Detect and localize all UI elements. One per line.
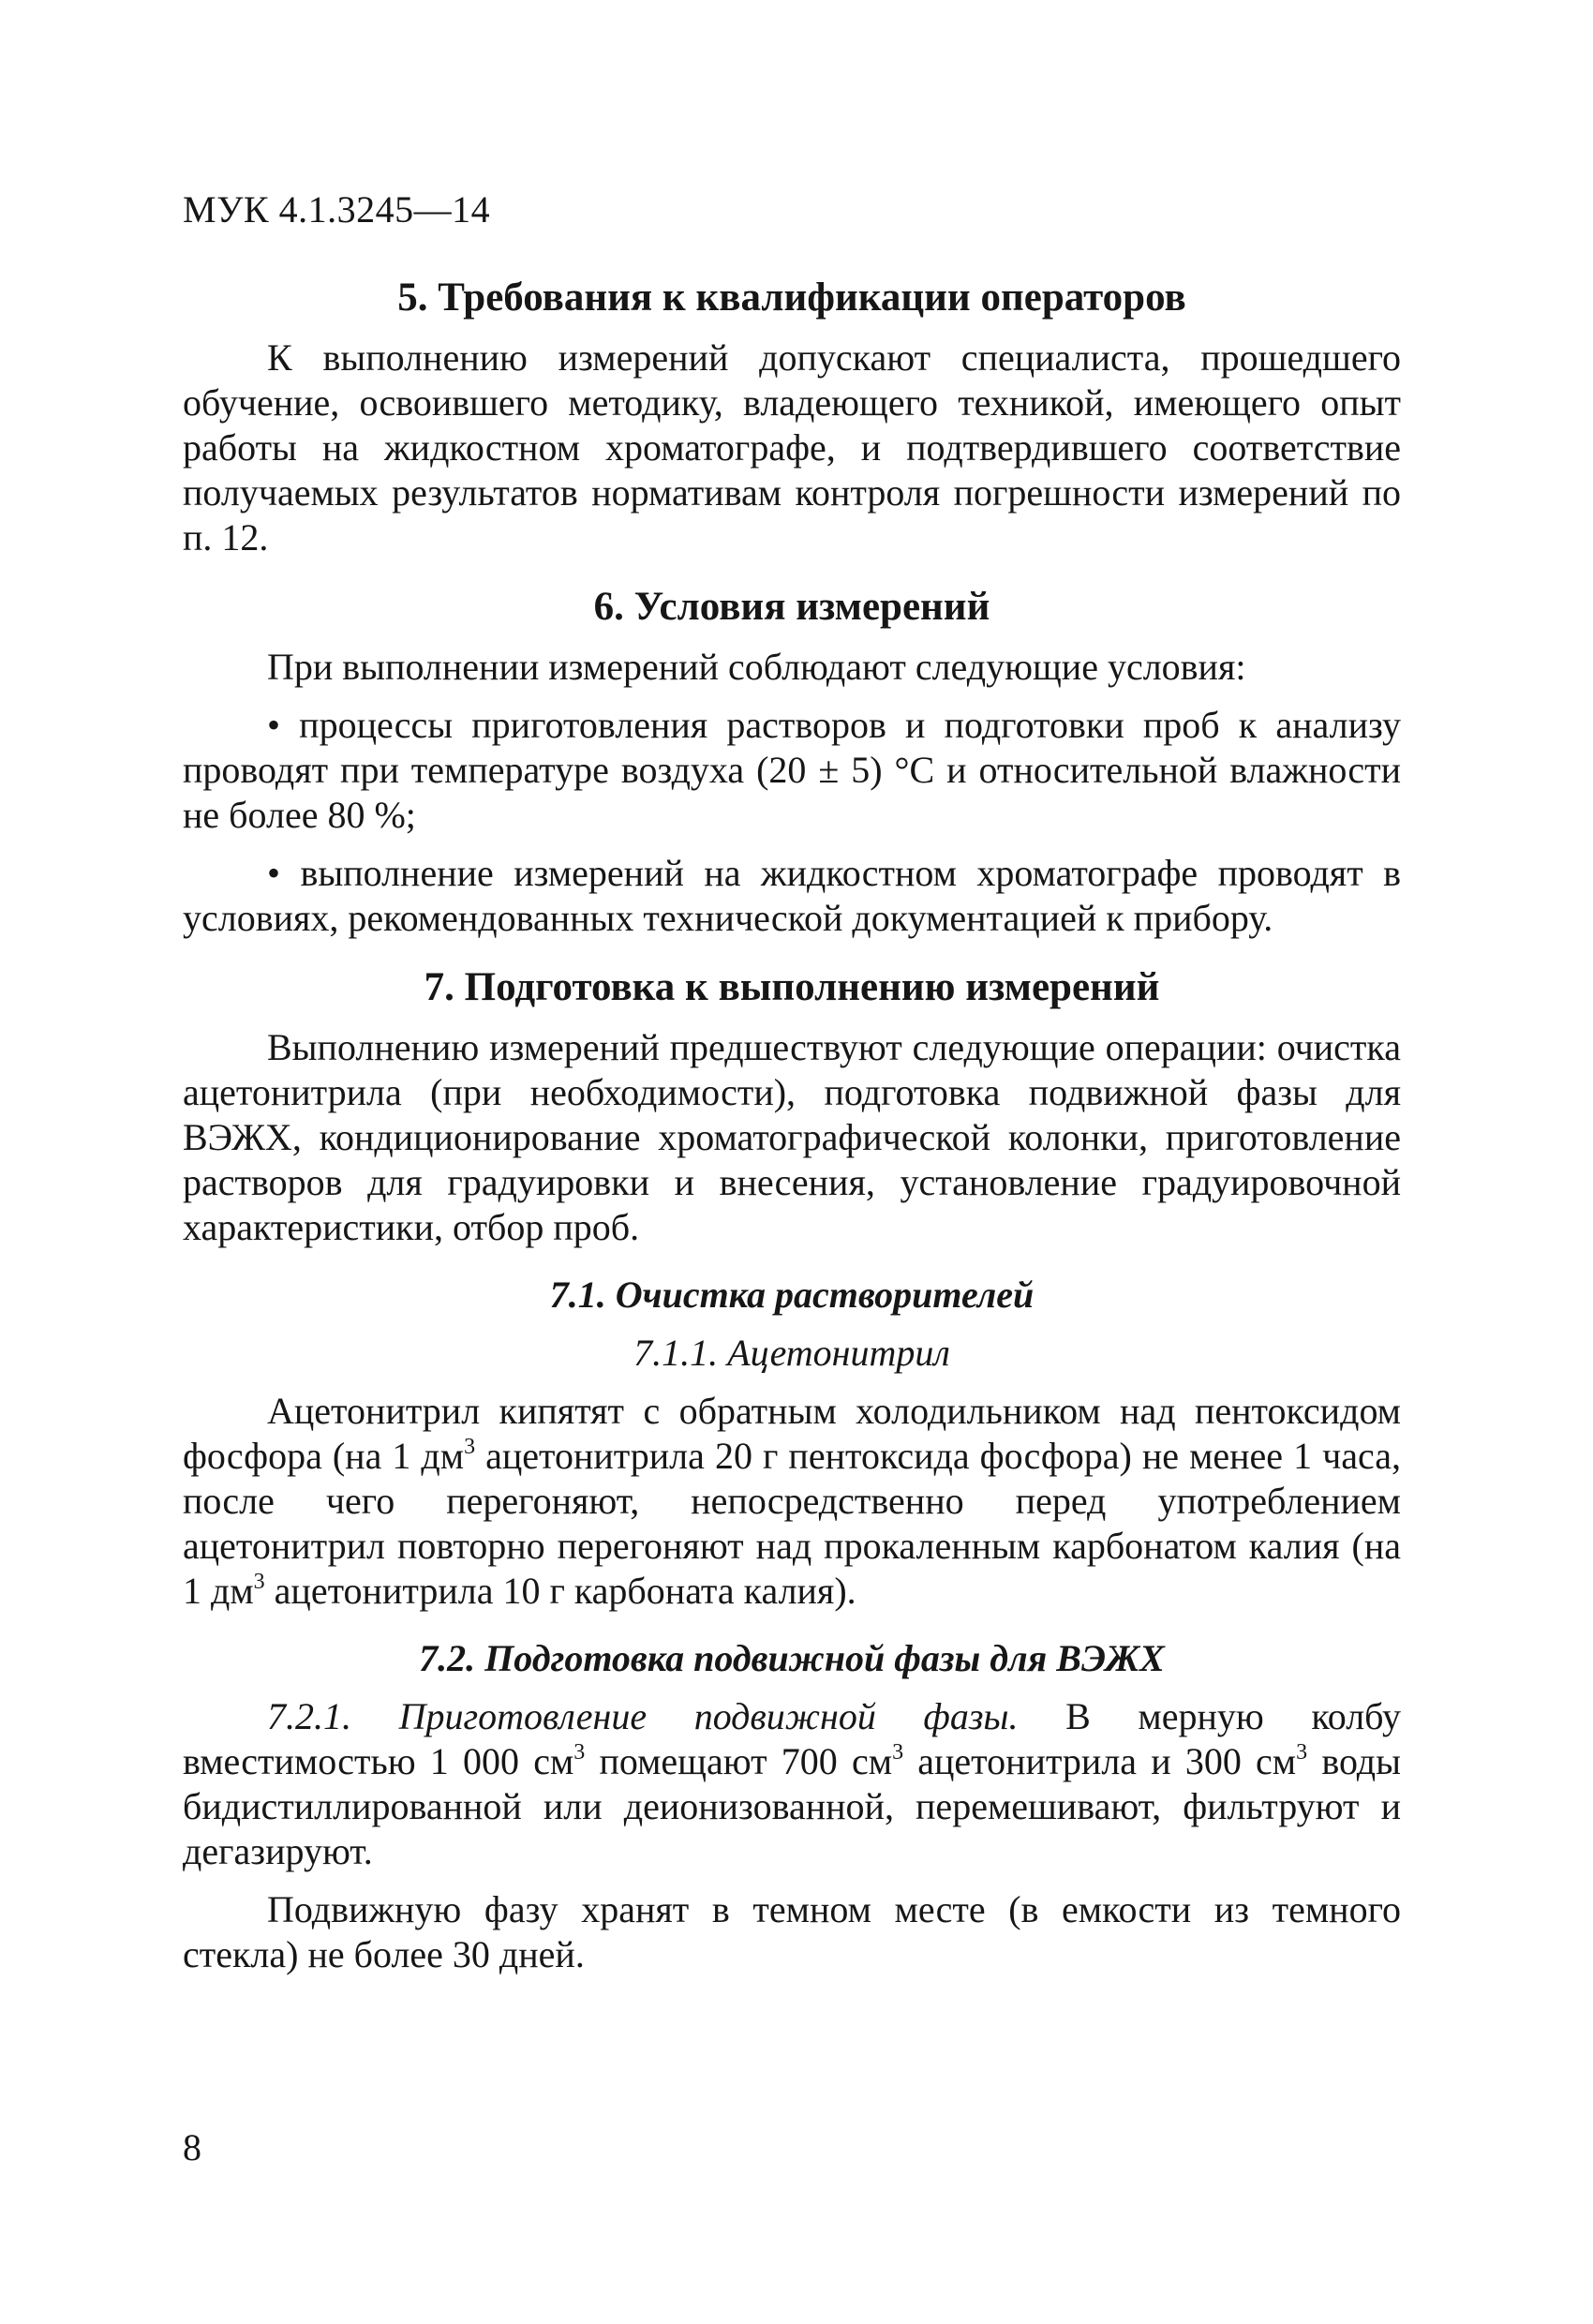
bullet-text: выполнение измерений на жидкостном хроматографе проводят в условиях, рекомендованных технической документацией к прибору.: [183, 852, 1401, 939]
section-7-text: Выполнению измерений предшествуют следующие операции: очистка ацетонитрила (при необходимости), подготовка подвижной фазы для ВЭЖХ, кондиционирование хроматографической колонки, приготовление растворов для градуировки и внесения, установление градуировочной характеристики, отбор проб.: [183, 1026, 1401, 1248]
bullet-item: [183, 703, 1401, 838]
superscript: 3: [253, 1569, 265, 1594]
subsection-7-2-storage-text: Подвижную фазу хранят в темном месте (в емкости из темного стекла) не более 30 дней.: [183, 1888, 1401, 1975]
section-5-text: К выполнению измерений допускают специалиста, прошедшего обучение, освоившего методику, владеющего техникой, имеющего опыт работы на жидкостном хроматографе, и подтвердившего соответствие получаемых результатов нормативам контроля погрешности измерений по п. 12.: [183, 336, 1401, 559]
subsection-7-2-1-lead: 7.2.1. Приготовление подвижной фазы.: [267, 1695, 1019, 1737]
bullet-mark: •: [267, 852, 281, 894]
superscript: 3: [464, 1434, 476, 1459]
page-body: [183, 274, 1401, 1977]
bullet-mark: •: [267, 704, 281, 746]
section-5-title: 5. Требования к квалификации операторов: [397, 276, 1186, 320]
superscript: 3: [892, 1739, 904, 1765]
subsection-7-1-1-title: 7.1.1. Ацетонитрил: [633, 1332, 950, 1374]
bullet-text: процессы приготовления растворов и подготовки проб к анализу проводят при температуре воздуха (20 ± 5) °С и относительной влажности не более 80 %;: [183, 704, 1401, 836]
subsection-7-2-title: 7.2. Подготовка подвижной фазы для ВЭЖХ: [419, 1637, 1165, 1679]
section-6-title: 6. Условия измерений: [593, 585, 990, 629]
superscript: 3: [573, 1739, 586, 1765]
bullet-item: [183, 851, 1401, 941]
subsection-7-1-title: 7.1. Очистка растворителей: [549, 1274, 1035, 1316]
subsection-7-2-1-text: 7.2.1. Приготовление подвижной фазы. В мерную колбу вместимостью 1 000 $см^3$ помещают 700 $см^3$ ацетонитрила и 300 $см^3$ воды бидистиллированной или деионизованной, перемешивают, фильтруют и дегазируют.: [183, 1695, 1402, 1872]
superscript: 3: [1296, 1739, 1308, 1765]
document-code-header: МУК 4.1.3245—14: [183, 188, 491, 231]
section-6-intro: При выполнении измерений соблюдают следующие условия:: [267, 646, 1246, 688]
section-7-title: 7. Подготовка к выполнению измерений: [424, 965, 1160, 1009]
subsection-7-1-1-text: Ацетонитрил кипятят с обратным холодильником над пентоксидом фосфора (на 1 $дм^3$ ацетонитрила 20 г пентоксида фосфора) не менее 1 часа, после чего перегоняют, непосредственно перед употреблением ацетонитрил повторно перегоняют над прокаленным карбонатом калия (на 1 $дм^3$ ацетонитрила 10 г карбоната калия).: [183, 1390, 1401, 1612]
page-number: 8: [183, 2126, 201, 2168]
